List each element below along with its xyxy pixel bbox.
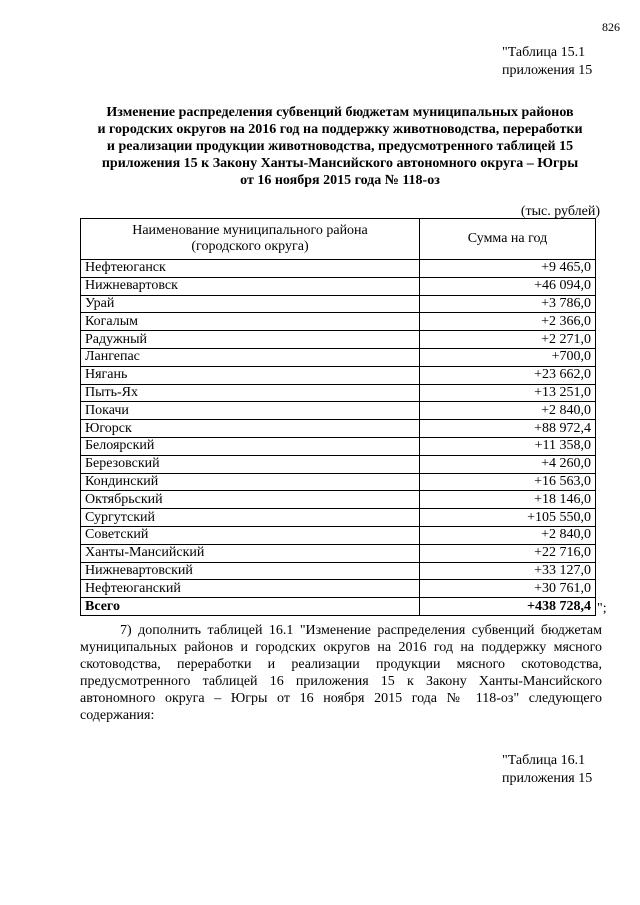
table-row	[81, 295, 596, 313]
sum-value: +11 358,0	[420, 437, 596, 455]
table-row	[81, 260, 596, 278]
table-row	[81, 544, 596, 562]
municipality-name: Пыть-Ях	[81, 384, 420, 402]
table-row	[81, 402, 596, 420]
sum-value: +88 972,4	[420, 420, 596, 438]
table-row	[81, 277, 596, 295]
table-row	[81, 384, 596, 402]
municipality-name: Лангепас	[81, 348, 420, 366]
sum-value: +4 260,0	[420, 455, 596, 473]
municipality-name: Когалым	[81, 313, 420, 331]
table-reference-header	[502, 44, 592, 80]
table-row	[81, 437, 596, 455]
total-sum: +438 728,4	[420, 598, 596, 616]
column-header-line: (городского округа)	[191, 239, 309, 254]
table-row	[81, 562, 596, 580]
municipality-name: Сургутский	[81, 509, 420, 527]
sum-value: +2 840,0	[420, 526, 596, 544]
amendment-paragraph: 7) дополнить таблицей 16.1 "Изменение распределения субвенций бюджетам муниципальных районов и городских округов на 2016 год на поддержку мясного скотоводства, переработки и реализации продукции мясного скотоводства, предусмотренного таблицей 16 приложения 15 к Закону Ханты-Мансийского автономного округа – Югры от 16 ноября 2015 года № 118-оз" следующего содержания:	[80, 623, 602, 723]
sum-value: +105 550,0	[420, 509, 596, 527]
table-row	[81, 331, 596, 349]
municipality-name: Нефтеюганский	[81, 580, 420, 598]
table-row	[81, 366, 596, 384]
title-line: приложения 15 к Закону Ханты-Мансийского автономного округа – Югры	[101, 156, 579, 171]
sum-value: +2 366,0	[420, 313, 596, 331]
table-reference-line: "Таблица 16.1	[502, 753, 586, 768]
municipality-name: Ханты-Мансийский	[81, 544, 420, 562]
municipality-name: Нефтеюганск	[81, 260, 420, 278]
sum-value: +13 251,0	[420, 384, 596, 402]
title-line: и реализации продукции животноводства, предусмотренного таблицей 15	[106, 139, 574, 154]
municipality-name: Березовский	[81, 455, 420, 473]
sum-value: +2 271,0	[420, 331, 596, 349]
table-row	[81, 580, 596, 598]
sum-value: +18 146,0	[420, 491, 596, 509]
sum-value: +16 563,0	[420, 473, 596, 491]
table-reference-line: "Таблица 15.1	[502, 45, 586, 60]
title-line: от 16 ноября 2015 года № 118-оз	[240, 173, 440, 188]
sum-value: +46 094,0	[420, 277, 596, 295]
table-row	[81, 473, 596, 491]
sum-value: +9 465,0	[420, 260, 596, 278]
table-row	[81, 313, 596, 331]
subsidy-table	[80, 218, 596, 616]
table-reference-line: приложения 15	[502, 63, 593, 78]
municipality-name: Покачи	[81, 402, 420, 420]
column-header-municipality	[81, 219, 420, 260]
municipality-name: Белоярский	[81, 437, 420, 455]
units-label: (тыс. рублей)	[520, 204, 600, 219]
municipality-name: Советский	[81, 526, 420, 544]
sum-value: +30 761,0	[420, 580, 596, 598]
municipality-name: Кондинский	[81, 473, 420, 491]
sum-value: +33 127,0	[420, 562, 596, 580]
sum-value: +700,0	[420, 348, 596, 366]
document-title	[60, 104, 620, 189]
table-row	[81, 491, 596, 509]
quote-end: ";	[597, 601, 607, 616]
table-reference-footer	[502, 752, 592, 788]
total-label: Всего	[81, 598, 420, 616]
municipality-name: Югорск	[81, 420, 420, 438]
table-header-row	[81, 219, 596, 260]
municipality-name: Нягань	[81, 366, 420, 384]
column-header-sum: Сумма на год	[420, 219, 596, 260]
sum-value: +3 786,0	[420, 295, 596, 313]
municipality-name: Урай	[81, 295, 420, 313]
municipality-name: Радужный	[81, 331, 420, 349]
table-row	[81, 509, 596, 527]
title-line: Изменение распределения субвенций бюджетам муниципальных районов	[106, 105, 574, 120]
table-body	[81, 260, 596, 616]
total-row	[81, 598, 596, 616]
table-row	[81, 348, 596, 366]
page-number: 826	[602, 20, 620, 34]
column-header-line: Наименование муниципального района	[132, 223, 368, 238]
sum-value: +2 840,0	[420, 402, 596, 420]
sum-value: +23 662,0	[420, 366, 596, 384]
municipality-name: Нижневартовский	[81, 562, 420, 580]
sum-value: +22 716,0	[420, 544, 596, 562]
table-row	[81, 526, 596, 544]
municipality-name: Октябрьский	[81, 491, 420, 509]
table-reference-line: приложения 15	[502, 771, 593, 786]
table-row	[81, 420, 596, 438]
table-row	[81, 455, 596, 473]
title-line: и городских округов на 2016 год на поддержку животноводства, переработки	[97, 122, 583, 137]
municipality-name: Нижневартовск	[81, 277, 420, 295]
